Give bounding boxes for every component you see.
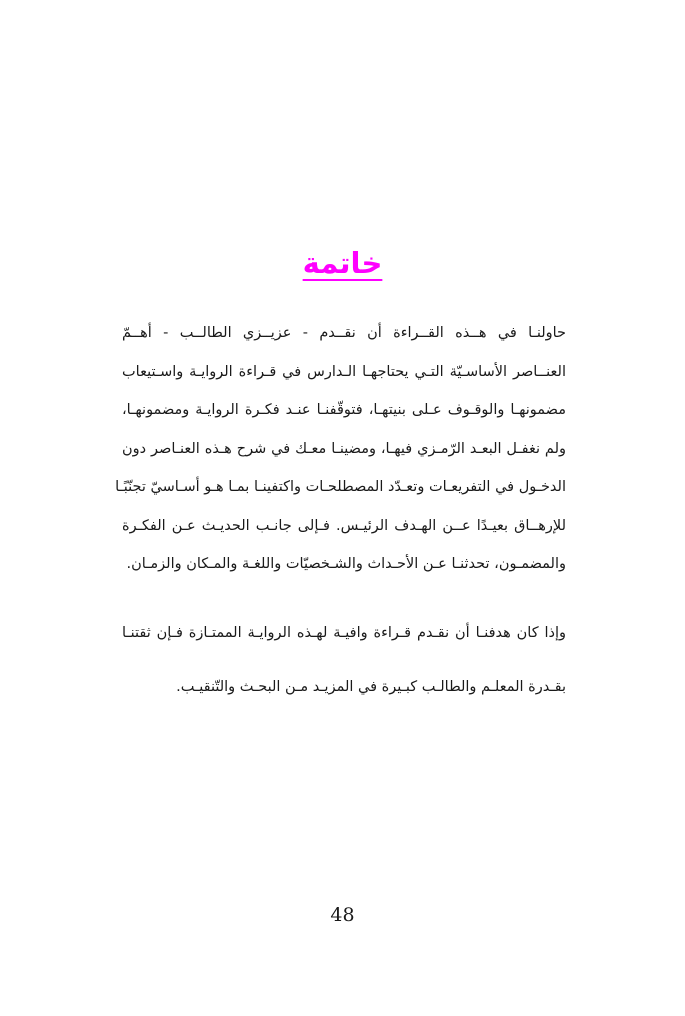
paragraph-2: [122, 614, 566, 706]
paragraph-line: ولم نغفـل البعـد الرّمـزي فيهـا، ومضينـا معـك في شرح هـذه العنـاصر دون: [122, 440, 566, 457]
paragraph-line: حاولنـا في هــذه القــراءة أن نقــدم - عزيــزي الطالــب - أهــمّ: [122, 325, 566, 341]
page-number: 48: [330, 904, 355, 926]
paragraph-line: العنــاصر الأساسـيّة التـي يحتاجهـا الـدارس في قـراءة الروايـة واسـتيعاب: [122, 363, 566, 380]
paragraph-1: [115, 314, 566, 584]
paragraph-line: الدخـول في التفريعـات وتعـدّد المصطلحـات واكتفينـا بمـا هـو أسـاسيّ تجنّبًـا: [115, 479, 566, 495]
paragraph-line: مضمونهـا والوقـوف عـلى بنيتهـا، فتوقّفنـا عنـد فكـرة الروايـة ومضمونهـا،: [122, 402, 566, 418]
page-title: خاتمة: [302, 246, 383, 280]
paragraph-line: بقـدرة المعلـم والطالـب كبـيرة في المزيـد مـن البحـث والتّنقيـب.: [176, 678, 566, 695]
paragraph-line: والمضمـون، تحدثنـا عـن الأحـداث والشـخصيّات واللغـة والمـكان والزمـان.: [126, 556, 566, 572]
paragraph-line: للإرهــاق بعيـدًا عــن الهـدف الرئيـس. فـإلى جانـب الحديـث عـن الفكـرة: [122, 517, 566, 534]
paragraph-line: وإذا كان هدفنـا أن نقـدم قـراءة وافيـة لهـذه الروايـة الممتـازة فـإن ثقتنـا: [122, 625, 566, 641]
